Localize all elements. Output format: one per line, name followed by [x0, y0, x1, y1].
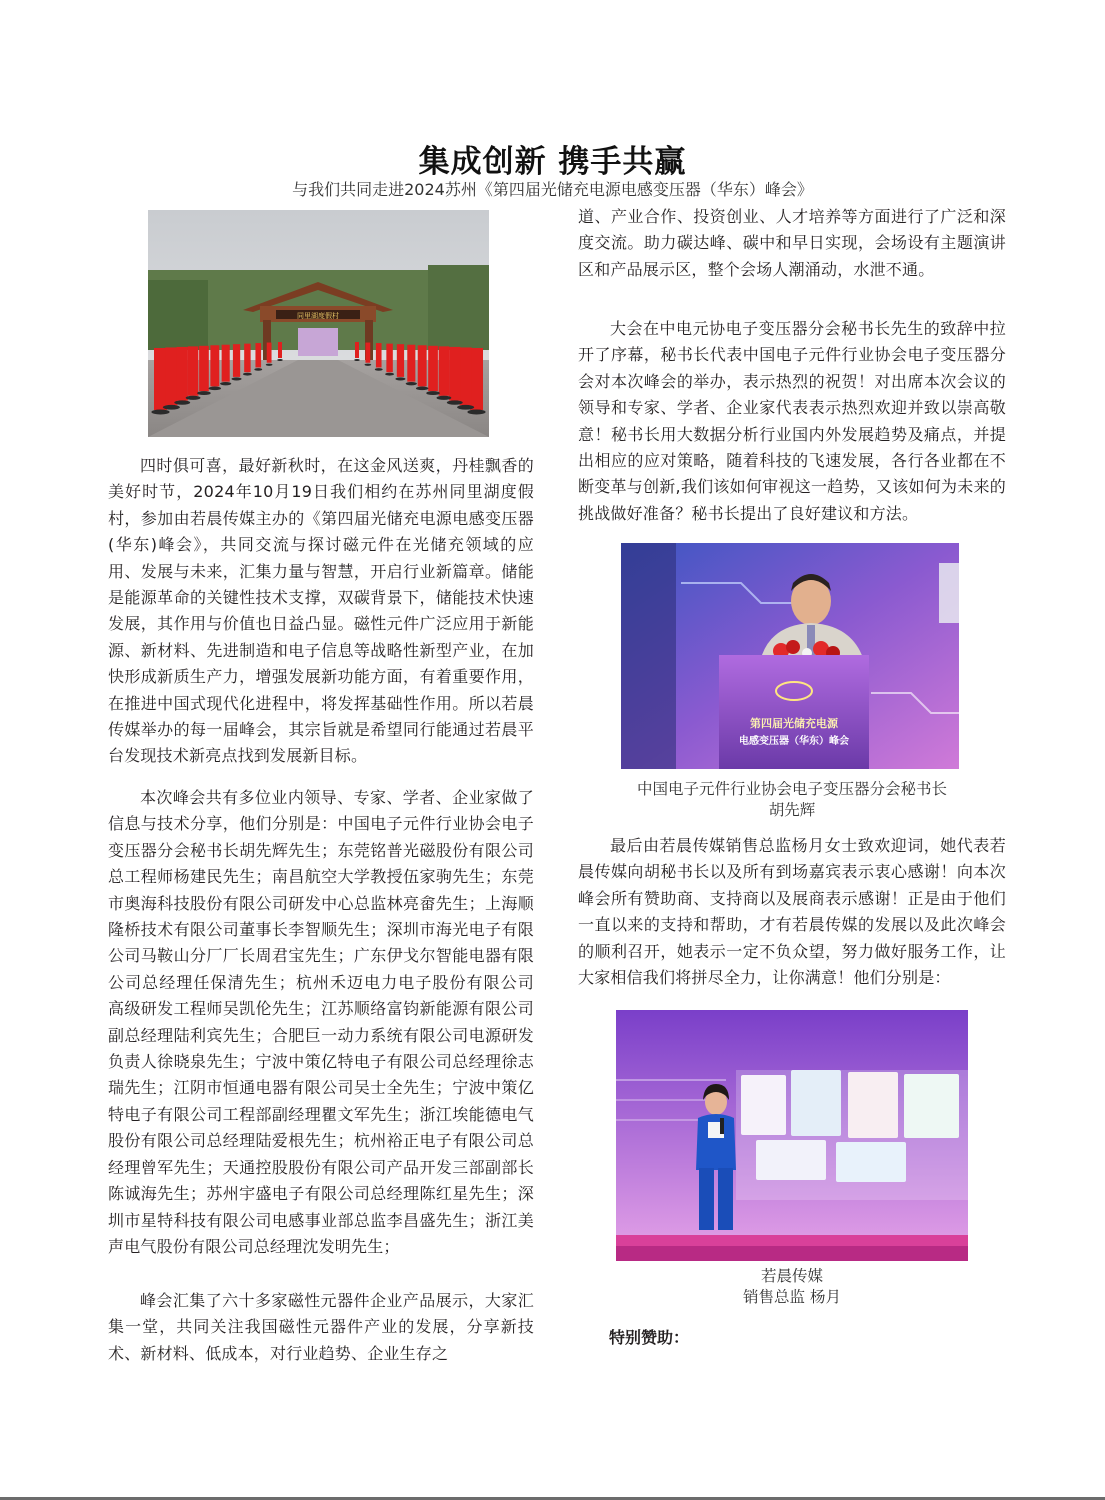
- exhibition-continued-block: [578, 204, 1006, 283]
- secretary-general-photo: [621, 543, 959, 769]
- caption-company: 若晨传媒: [760, 1267, 823, 1285]
- exhibition-paragraph-continued: 道、产业合作、投资创业、人才培养等方面进行了广泛和深度交流。助力碳达峰、碳中和早日实现，会场设有主题演讲区和产品展示区，整个会场人潮涌动，水泄不通。: [578, 207, 1006, 279]
- caption-role-name: 销售总监 杨月: [743, 1288, 841, 1306]
- red-banner-flag: [397, 344, 404, 377]
- banner-base: [220, 382, 231, 385]
- banner-base: [186, 396, 201, 400]
- banner-base: [231, 377, 241, 380]
- special-sponsor-label: 特别赞助：: [609, 1328, 690, 1347]
- banner-base: [457, 405, 474, 410]
- red-banner-flag: [365, 343, 370, 363]
- speakers-paragraph: 本次峰会共有多位业内领导、专家、学者、企业家做了信息与技术分享，他们分别是：中国电子元件行业协会电子变压器分会秘书长胡先辉先生；东莞铭普光磁股份有限公司总工程师杨建民先生；南昌航空大学教授伍家驹先生；东莞市奥海科技股份有限公司研发中心总监林亮畲先生；上海顺隆桥技术有限公司董事长李智顺先生；深圳市海光电子有限公司马鞍山分厂厂长周君宝先生；广东伊戈尔智能电器有限公司总经理任保清先生；杭州禾迈电力电子股份有限公司 高级研发工程师吴凯伦先生；江苏顺络富钧新能源有限公司副总经理陆利宾先生；合肥巨一动力系统有限公司电源研发负责人徐晓泉先生；宁波中策亿特电子有限公司总经理徐志瑞先生；江阴市恒通电器有限公司吴士全先生；宁波中策亿特电子有限公司工程部副经理瞿文军先生；浙江埃能德电气股份有限公司总经理陆爱根先生；杭州裕正电子有限公司总经理曾军先生；天通控股股份有限公司产品开发三部副部长 陈诚海先生；苏州宇盛电子有限公司总经理陈红星先生；深圳市星特科技有限公司电感事业部总监李昌盛先生；浙江美声电气股份有限公司总经理沈发明先生；: [108, 788, 534, 1256]
- red-banner-flag: [267, 343, 272, 363]
- red-banner-flag: [188, 346, 199, 395]
- banner-base: [354, 359, 360, 361]
- caption-name: 胡先辉: [768, 801, 816, 819]
- speakers-block: [108, 785, 534, 1260]
- page-title: 集成创新 携手共赢: [418, 144, 687, 180]
- banner-base: [254, 368, 262, 371]
- red-banner-flag: [439, 346, 450, 395]
- red-banner-flag: [376, 343, 382, 367]
- red-banner-flag: [165, 347, 177, 405]
- red-banner-flag: [449, 347, 460, 401]
- sales-director-caption: [616, 1266, 968, 1308]
- banner-base: [447, 400, 463, 404]
- opening-paragraph: 大会在中电元协电子变压器分会秘书长先生的致辞中拉开了序幕，秘书长代表中国电子元件行业协会电子变压器分会对本次峰会的举办，表示热烈的祝贺！对出席本次会议的领导和专家、学者、企业家代表表示热烈欢迎并致以崇高敬意！秘书长用大数据分析行业国内外发展趋势及痛点，并提出相应的应对策略，随着科技的飞速发展，各行各业都在不断变革与创新,我们该如何审视这一趋势，又该如何为未来的挑战做好准备？秘书长提出了良好建议和方法。: [578, 319, 1006, 523]
- banner-base: [467, 410, 485, 415]
- banner-base: [385, 373, 394, 376]
- banner-base: [197, 391, 211, 395]
- red-banner-flag: [386, 344, 392, 373]
- red-banner-flag: [210, 345, 219, 386]
- red-banner-flag: [199, 346, 209, 391]
- red-banner-flag: [222, 345, 230, 382]
- banner-base: [243, 373, 252, 376]
- red-banner-flag: [355, 342, 359, 358]
- banner-base: [375, 368, 383, 371]
- secretary-general-caption: [578, 779, 1006, 821]
- exhibition-block: [108, 1288, 534, 1367]
- banner-base: [209, 387, 221, 391]
- red-banner-flag: [407, 345, 415, 382]
- red-banner-flag: [233, 344, 240, 377]
- red-banner-flag: [244, 344, 250, 373]
- banner-base: [277, 359, 283, 361]
- podium-title-line2: 电感变压器（华东）峰会: [739, 736, 849, 747]
- red-banner-flag: [278, 342, 282, 358]
- exhibition-paragraph: 峰会汇集了六十多家磁性元器件企业产品展示，大家汇集一堂，共同关注我国磁性元器件产业的发展，分享新技术、新材料、低成本，对行业趋势、企业生存之: [108, 1291, 534, 1363]
- opening-block: [578, 316, 1006, 527]
- caption-title: 中国电子元件行业协会电子变压器分会秘书长: [636, 780, 947, 798]
- banner-base: [364, 364, 371, 366]
- venue-gate-sign: 同里湖度假村: [297, 312, 339, 320]
- banner-base: [151, 410, 169, 415]
- red-banner-flag: [460, 347, 472, 405]
- banner-base: [266, 364, 273, 366]
- left-column: [108, 453, 534, 770]
- banner-base: [406, 382, 417, 385]
- welcome-block: [578, 833, 1006, 991]
- red-banner-flag: [470, 348, 483, 410]
- banner-base: [395, 377, 405, 380]
- red-banner-flag: [418, 345, 427, 386]
- podium-title-line1: 第四届光储充电源: [750, 717, 838, 730]
- red-banner-flag: [255, 343, 261, 367]
- banner-base: [416, 387, 428, 391]
- banner-base: [174, 400, 190, 404]
- red-banner-flag: [154, 348, 167, 410]
- venue-entrance-photo: [148, 210, 489, 437]
- intro-paragraph: 四时俱可喜，最好新秋时，在这金风送爽，丹桂飘香的美好时节，2024年10月19日我们相约在苏州同里湖度假村，参加由若晨传媒主办的《第四届光储充电源电感变压器(华东)峰会》，共同交流与探讨磁元件在光储充领域的应用、发展与未来，汇集力量与智慧，开启行业新篇章。储能是能源革命的关键性技术支撑，双碳背景下，储能技术快速发展，其作用与价值也日益凸显。磁性元件广泛应用于新能源、新材料、先进制造和电子信息等战略性新型产业，在加快形成新质生产力，增强发展新功能方面，有着重要作用，在推进中国式现代化进程中，将发挥基础性作用。所以若晨传媒举办的每一届峰会，其宗旨就是希望同行能通过若晨平台发现技术新亮点找到发展新目标。: [108, 456, 534, 766]
- welcome-paragraph: 最后由若晨传媒销售总监杨月女士致欢迎词，她代表若晨传媒向胡秘书长以及所有到场嘉宾表示衷心感谢！向本次峰会所有赞助商、支持商以及展商表示感谢！正是由于他们一直以来的支持和帮助，才有若晨传媒的发展以及此次峰会的顺利召开，她表示一定不负众望，努力做好服务工作，让大家相信我们将拼尽全力，让你满意！他们分别是：: [578, 836, 1006, 988]
- sales-director-photo: [616, 1010, 968, 1261]
- banner-base: [437, 396, 452, 400]
- red-banner-flag: [428, 346, 438, 391]
- banner-base: [426, 391, 440, 395]
- red-banner-flag: [177, 347, 188, 401]
- page-subtitle: 与我们共同走进2024苏州《第四届光储充电源电感变压器（华东）峰会》: [292, 180, 813, 199]
- banner-base: [163, 405, 180, 410]
